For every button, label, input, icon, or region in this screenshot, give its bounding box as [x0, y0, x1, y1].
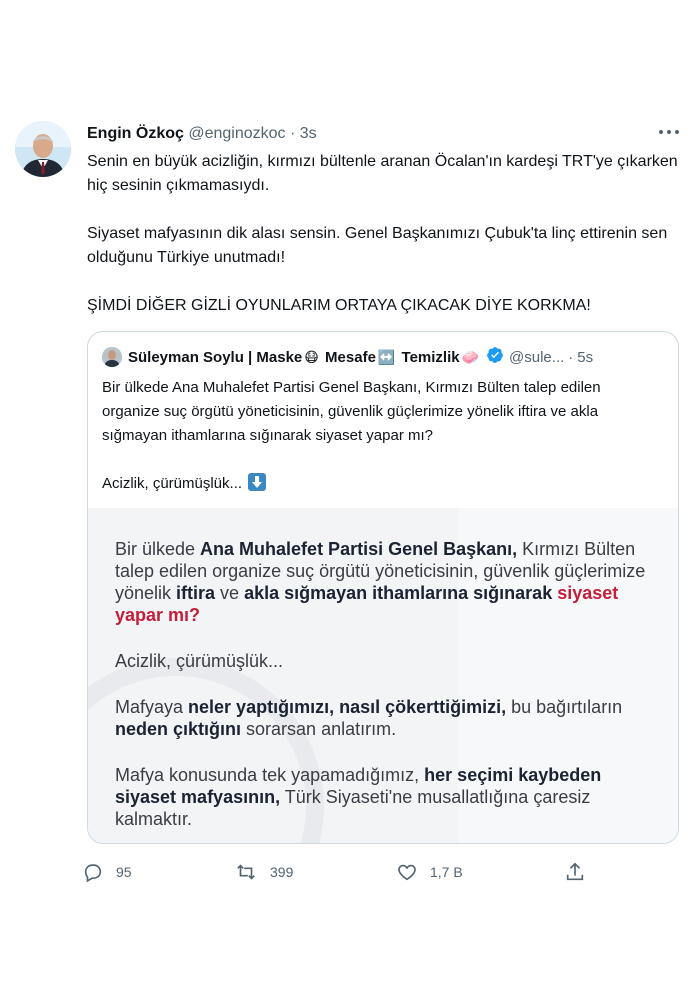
quoted-tweet[interactable] [87, 331, 679, 844]
quoted-tweet-text [102, 376, 662, 496]
more-options-button[interactable] [654, 120, 684, 144]
more-dot-icon [675, 130, 679, 134]
image-text-block [115, 538, 660, 830]
separator-dot: · [290, 125, 296, 142]
heart-icon [396, 861, 418, 883]
author-name[interactable]: Engin Özkoç [87, 125, 184, 142]
separator-dot: · [568, 348, 574, 366]
author-handle[interactable]: @enginozkoc [188, 125, 286, 142]
author-avatar-image [15, 121, 71, 177]
down-arrow-emoji-icon [248, 473, 266, 491]
quoted-author-handle[interactable]: @sule... [509, 348, 565, 366]
quoted-paragraph-text: Acizlik, çürümüşlük... [102, 475, 243, 492]
share-icon [564, 861, 586, 883]
more-dot-icon [667, 130, 671, 134]
quoted-avatar-image [102, 347, 122, 367]
share-button[interactable] [564, 858, 598, 886]
quoted-name-text: Temizlik [401, 348, 460, 366]
tweet-timestamp[interactable]: 3s [299, 125, 317, 142]
soap-emoji-icon: 🧼 [461, 348, 480, 365]
reply-count: 95 [116, 864, 132, 880]
quoted-tweet-image[interactable] [88, 508, 678, 844]
reply-button[interactable] [82, 858, 132, 886]
like-button[interactable] [396, 858, 463, 886]
quoted-tweet-header [102, 346, 593, 368]
tweet-paragraph: Siyaset mafyasının dik alası sensin. Genel Başkanımızı Çubuk'ta linç ettirenin sen olduğunu Türkiye unutmadı! [87, 225, 668, 266]
tweet-actions [82, 858, 602, 886]
author-avatar[interactable] [15, 121, 71, 177]
retweet-icon [234, 861, 258, 883]
tweet-header [87, 124, 317, 144]
image-paragraph: Mafyaya neler yaptığımızı, nasıl çökerttiğimizi, bu bağırtıların neden çıktığını sorarsan anlatırım. [115, 697, 623, 739]
image-paragraph: Mafya konusunda tek yapamadığımız, her seçimi kaybeden siyaset mafyasının, Türk Siyaseti'ne musallatlığına çaresiz kalmaktır. [115, 765, 602, 829]
tweet-text [87, 150, 687, 318]
verified-badge-icon [486, 346, 504, 368]
quoted-paragraph: Bir ülkede Ana Muhalefet Partisi Genel Başkanı, Kırmızı Bülten talep edilen organize suç örgütü yöneticisinin, güvenlik güçlerimize yönelik iftira ve akla sığmayan ithamlarına sığınarak siyaset yapar mı? [102, 379, 601, 444]
quoted-name-text: Mesafe [325, 348, 376, 366]
arrows-emoji-icon: ↔️ [377, 348, 396, 365]
retweet-button[interactable] [234, 858, 293, 886]
reply-icon [82, 861, 104, 883]
mask-emoji-icon: 😷 [304, 348, 319, 365]
quoted-timestamp[interactable]: 5s [577, 348, 594, 366]
tweet-paragraph: Senin en büyük acizliğin, kırmızı bültenle aranan Öcalan'ın kardeşi TRT'ye çıkarken hiç sesinin çıkmamasıydı. [87, 153, 678, 194]
tweet-paragraph: ŞİMDİ DİĞER GİZLİ OYUNLARIM ORTAYA ÇIKACAK DİYE KORKMA! [87, 297, 591, 314]
more-dot-icon [659, 130, 663, 134]
quoted-name-text: Süleyman Soylu | Maske [128, 348, 303, 366]
quoted-paragraph-2 [102, 472, 662, 496]
quoted-author-avatar[interactable] [102, 347, 122, 367]
image-paragraph: Acizlik, çürümüşlük... [115, 651, 284, 671]
retweet-count: 399 [270, 864, 294, 880]
image-paragraph: Bir ülkede Ana Muhalefet Partisi Genel Başkanı, Kırmızı Bülten talep edilen organize suç örgütü yöneticisinin, güvenlik güçlerimize yönelik iftira ve akla sığmayan ithamlarına sığınarak siyaset yapar mı? [115, 539, 646, 625]
like-count: 1,7 B [430, 864, 463, 880]
quoted-author-name[interactable] [128, 349, 481, 366]
